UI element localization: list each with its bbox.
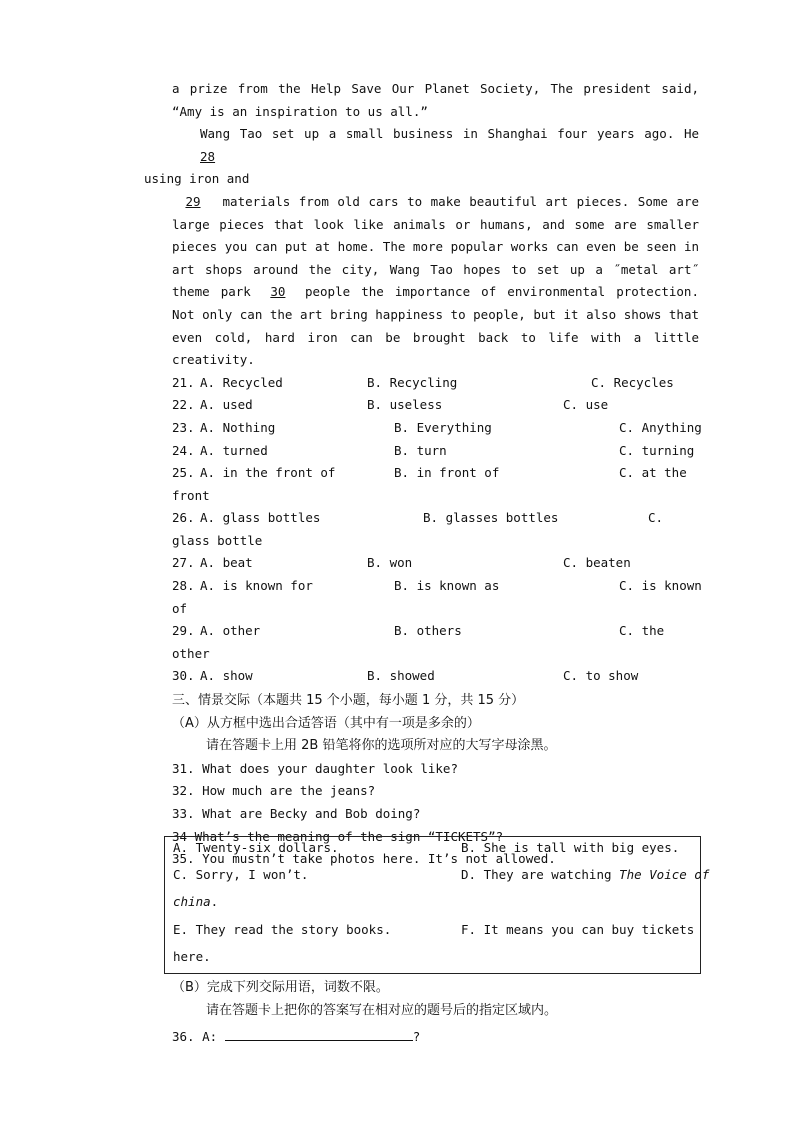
option-a: A. other [200, 623, 261, 639]
option-a: A. show [200, 668, 253, 684]
option-a: A. glass bottles [200, 510, 321, 526]
option-row [172, 417, 702, 440]
option-number: 26. [172, 510, 195, 526]
option-c-continued: of [172, 600, 188, 616]
option-b: B. won [367, 555, 413, 571]
option-a: A. used [200, 397, 253, 413]
choice-f: F. It means you can buy tickets [461, 922, 695, 937]
answer-choices-box [164, 836, 710, 974]
question-31: 31. What does your daughter look like? [172, 760, 458, 776]
option-number: 25. [172, 465, 195, 481]
option-number: 30. [172, 668, 195, 684]
option-row [172, 440, 699, 463]
option-row [172, 665, 699, 688]
option-c: C. Anything [619, 419, 702, 435]
blank-29: 29 [185, 193, 201, 209]
option-row [172, 394, 699, 417]
option-b: B. in front of [394, 465, 500, 481]
option-number: 21. [172, 374, 195, 390]
part-b-instruction: 请在答题卡上把你的答案写在相对应的题号后的指定区域内。 [206, 1002, 558, 1018]
answer-line-36[interactable] [225, 1026, 413, 1041]
option-row [172, 372, 699, 395]
choice-d-continued: china. [173, 894, 219, 909]
part-a-heading: （A）从方框中选出合适答语（其中有一项是多余的） [172, 715, 480, 731]
exam-page [144, 78, 702, 871]
choice-e: E. They read the story books. [173, 922, 392, 937]
option-row [172, 507, 699, 552]
choice-c: C. Sorry, I won’t. [173, 867, 309, 882]
option-list [172, 372, 702, 688]
question-35: 35. You mustn’t take photos here. It’s not allowed. [172, 851, 556, 867]
passage-text: materials from old cars to make beautiful art pieces. Some are large pieces that look like animals or humans, and some are smaller pieces you can put at home. The more popular works can even be seen in art shops around the city, Wang Tao hopes to set up a ˝metal art˝ theme park [172, 193, 699, 300]
option-c: C. at the [619, 465, 687, 481]
option-number: 28. [172, 578, 195, 594]
option-number: 22. [172, 397, 195, 413]
option-c: C. Recycles [591, 374, 674, 390]
part-b-heading: （B）完成下列交际用语，词数不限。 [172, 980, 389, 995]
option-a: A. Nothing [200, 419, 276, 435]
option-row [172, 575, 702, 620]
question-34: 34 What’s the meaning of the sign “TICKETS”? [172, 828, 504, 844]
option-a: A. Recycled [200, 374, 283, 390]
option-number: 23. [172, 419, 195, 435]
part-b [172, 977, 699, 1049]
option-a: A. beat [200, 555, 253, 571]
option-a: A. is known for [200, 578, 313, 594]
question-33: 33. What are Becky and Bob doing? [172, 806, 421, 821]
passage-text: people the importance of environmental protection. Not only can the art bring happiness to people, but it also shows that even cold, hard iron can be brought back to life with a little creativity. [172, 284, 699, 368]
option-b: B. glasses bottles [423, 510, 559, 526]
option-a: A. turned [200, 442, 268, 458]
option-row [172, 552, 699, 575]
option-c-continued: other [172, 645, 210, 661]
passage-line-1: a prize from the Help Save Our Planet Society, The president said, “Amy is an inspiration to us all.” [172, 81, 699, 119]
option-b: B. is known as [394, 578, 500, 594]
option-row [172, 620, 699, 665]
option-c: C. is known [619, 578, 702, 594]
option-b: B. others [394, 623, 462, 639]
option-c: C. [648, 510, 664, 526]
option-c: C. turning [619, 442, 695, 458]
question-32: 32. How much are the jeans? [172, 783, 376, 799]
choice-d: D. They are watching The Voice of [461, 867, 710, 882]
part-a-instruction: 请在答题卡上用 2B 铅笔将你的选项所对应的大写字母涂黑。 [206, 738, 557, 754]
option-c: C. the [619, 623, 665, 639]
choice-b: B. She is tall with big eyes. [461, 840, 680, 855]
option-number: 27. [172, 555, 195, 571]
passage-paragraph-2 [144, 123, 699, 191]
option-b: B. Everything [394, 419, 492, 435]
passage-text: Wang Tao set up a small business in Shanghai four years ago. He [200, 126, 699, 142]
passage-text: using iron and [144, 171, 250, 187]
option-c: C. beaten [563, 555, 631, 571]
option-c: C. to show [563, 668, 639, 684]
option-c: C. use [563, 397, 609, 413]
option-b: B. showed [367, 668, 435, 684]
choice-a: A. Twenty-six dollars. [173, 840, 339, 855]
question-36: 36. A: ? [172, 1026, 699, 1049]
option-b: B. Recycling [367, 374, 458, 390]
option-a: A. in the front of [200, 465, 336, 481]
passage-paragraph-2b [172, 191, 699, 372]
option-number: 24. [172, 442, 195, 458]
choice-f-continued: here. [173, 949, 211, 964]
section-3-title: 三、情景交际（本题共 15 个小题，每小题 1 分，共 15 分） [172, 693, 525, 709]
blank-28: 28 [200, 148, 216, 164]
option-b: B. turn [394, 442, 447, 458]
option-c-continued: front [172, 487, 210, 503]
option-b: B. useless [367, 397, 443, 413]
blank-30: 30 [270, 284, 286, 300]
option-c-continued: glass bottle [172, 532, 263, 548]
option-number: 29. [172, 623, 195, 639]
option-row [172, 462, 699, 507]
